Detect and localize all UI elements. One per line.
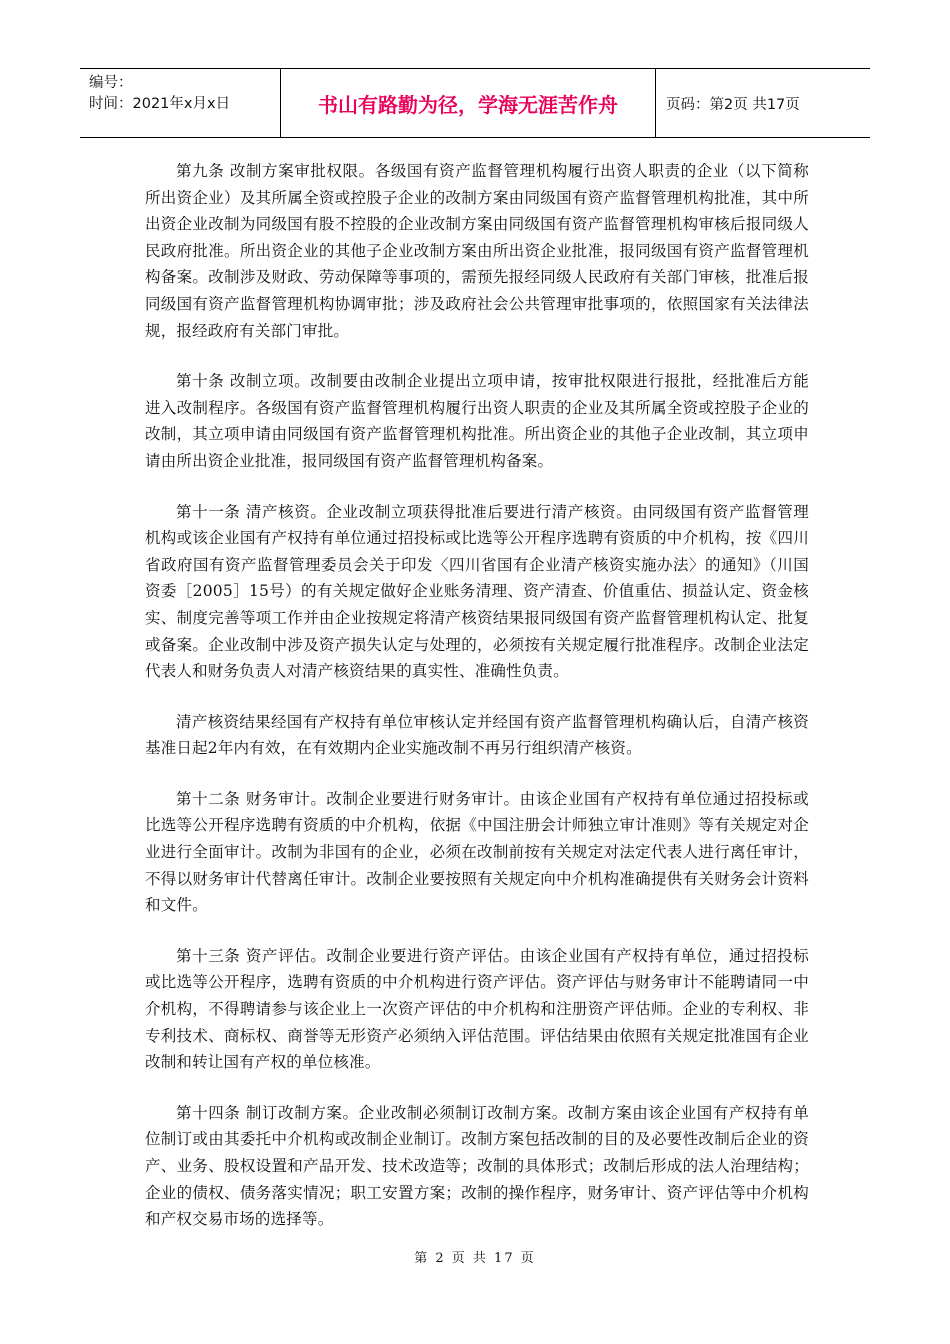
article-13-paragraph: 第十三条 资产评估。改制企业要进行资产评估。由该企业国有产权持有单位，通过招投标或比选等公开程序，选聘有资质的中介机构进行资产评估。资产评估与财务审计不能聘请同一中介机构，不得聘请参与该企业上一次资产评估的中介机构和注册资产评估师。企业的专利权、非专利技术、商标权、商誉等无形资产必须纳入评估范围。评估结果由依照有关规定批准国有企业改制和转让国有产权的单位核准。 (145, 946, 809, 1072)
header-motto: 书山有路勤为径，学海无涯苦作舟 (281, 69, 656, 137)
document-body (145, 158, 809, 1257)
page-footer: 第 2 页 共 17 页 (414, 1251, 536, 1266)
document-number-label: 编号： (89, 75, 133, 91)
page-header (80, 68, 870, 138)
document-date: 时间：2021年x月x日 (89, 96, 231, 112)
article-9-paragraph: 第九条 改制方案审批权限。各级国有资产监督管理机构履行出资人职责的企业（以下简称所出资企业）及其所属全资或控股子企业的改制方案由同级国有资产监督管理机构批准，其中所出资企业改制为同级国有股不控股的企业改制方案由同级国有资产监督管理机构审核后报同级人民政府批准。所出资企业的其他子企业改制方案由所出资企业批准，报同级国有资产监督管理机构备案。改制涉及财政、劳动保障等事项的，需预先报经同级人民政府有关部门审核，批准后报同级国有资产监督管理机构协调审批；涉及政府社会公共管理审批事项的，依照国家有关法律法规，报经政府有关部门审批。 (145, 162, 809, 340)
header-meta (80, 69, 281, 137)
article-10-paragraph: 第十条 改制立项。改制要由改制企业提出立项申请，按审批权限进行报批，经批准后方能进入改制程序。各级国有资产监督管理机构履行出资人职责的企业及其所属全资或控股子企业的改制，其立项申请由同级国有资产监督管理机构批准。所出资企业的其他子企业改制，其立项申请由所出资企业批准，报同级国有资产监督管理机构备案。 (145, 372, 809, 470)
header-page-info: 页码：第2页 共17页 (666, 96, 800, 113)
article-11-paragraph: 第十一条 清产核资。企业改制立项获得批准后要进行清产核资。由同级国有资产监督管理机构或该企业国有产权持有单位通过招投标或比选等公开程序选聘有资质的中介机构，按《四川省政府国有资产监督管理委员会关于印发〈四川省国有企业清产核资实施办法〉的通知》（川国资委［2005］15号）的有关规定做好企业账务清理、资产清查、价值重估、损益认定、资金核实、制度完善等项工作并由企业按规定将清产核资结果报同级国有资产监督管理机构认定、批复或备案。企业改制中涉及资产损失认定与处理的，必须按有关规定履行批准程序。改制企业法定代表人和财务负责人对清产核资结果的真实性、准确性负责。 (145, 502, 809, 681)
asset-verification-validity-paragraph: 清产核资结果经国有产权持有单位审核认定并经国有资产监督管理机构确认后，自清产核资基准日起2年内有效，在有效期内企业实施改制不再另行组织清产核资。 (145, 712, 809, 758)
article-12-paragraph: 第十二条 财务审计。改制企业要进行财务审计。由该企业国有产权持有单位通过招投标或比选等公开程序选聘有资质的中介机构，依据《中国注册会计师独立审计准则》等有关规定对企业进行全面审计。改制为非国有的企业，必须在改制前按有关规定对法定代表人进行离任审计，不得以财务审计代替离任审计。改制企业要按照有关规定向中介机构准确提供有关财务会计资料和文件。 (145, 789, 809, 915)
article-14-paragraph: 第十四条 制订改制方案。企业改制必须制订改制方案。改制方案由该企业国有产权持有单位制订或由其委托中介机构或改制企业制订。改制方案包括改制的目的及必要性改制后企业的资产、业务、股权设置和产品开发、技术改造等；改制的具体形式；改制后形成的法人治理结构；企业的债权、债务落实情况；职工安置方案；改制的操作程序，财务审计、资产评估等中介机构和产权交易市场的选择等。 (145, 1103, 809, 1229)
